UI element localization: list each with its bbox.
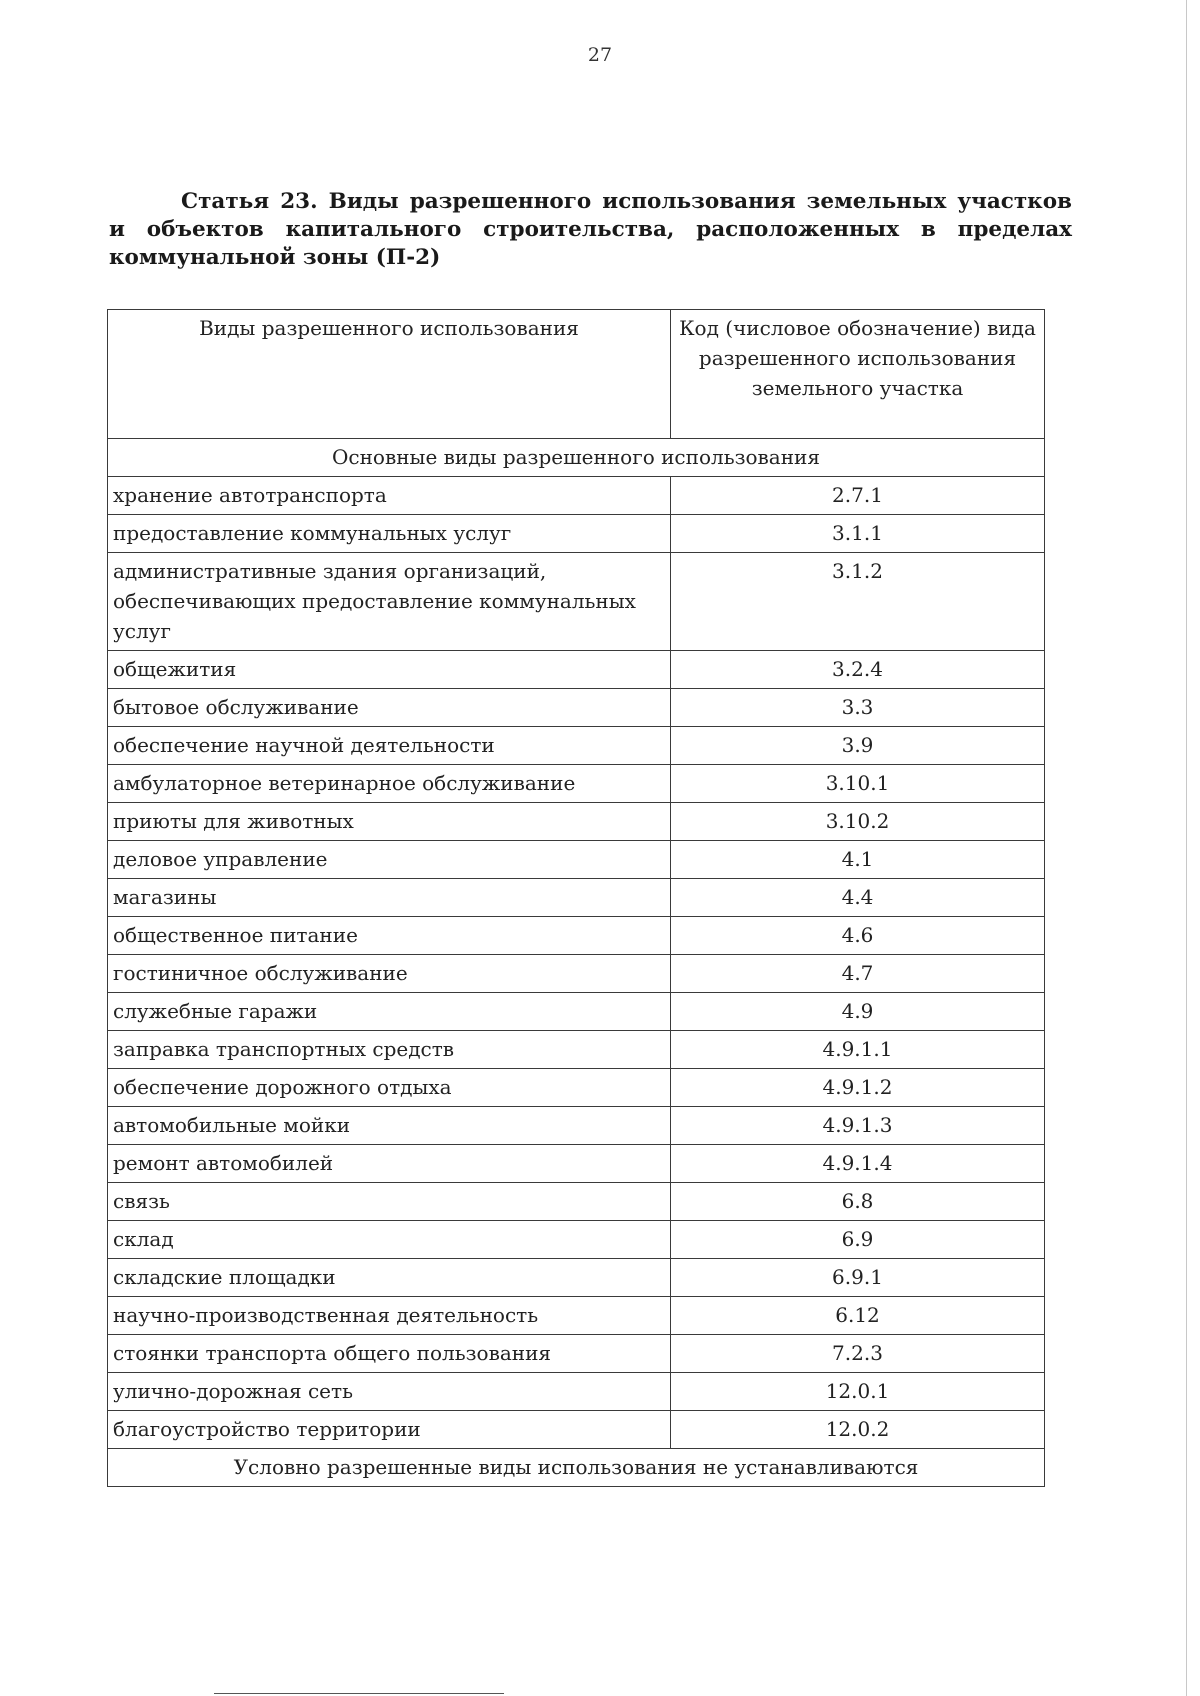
header-use-type: Виды разрешенного использования	[108, 310, 671, 439]
row-code: 3.3	[671, 689, 1045, 727]
footnote-separator	[214, 1693, 504, 1694]
table-header-row	[108, 310, 1045, 439]
row-code: 6.12	[671, 1297, 1045, 1335]
table-row	[108, 1069, 1045, 1107]
section-main-uses: Основные виды разрешенного использования	[108, 439, 1045, 477]
row-code: 2.7.1	[671, 477, 1045, 515]
table-row	[108, 955, 1045, 993]
table-row	[108, 1335, 1045, 1373]
row-use-type: гостиничное обслуживание	[108, 955, 671, 993]
row-code: 3.9	[671, 727, 1045, 765]
table-body	[108, 439, 1045, 1487]
row-code: 4.6	[671, 917, 1045, 955]
row-use-type: хранение автотранспорта	[108, 477, 671, 515]
row-code: 12.0.1	[671, 1373, 1045, 1411]
row-use-type: общежития	[108, 651, 671, 689]
row-use-type: заправка транспортных средств	[108, 1031, 671, 1069]
table-row	[108, 1183, 1045, 1221]
table-row	[108, 1259, 1045, 1297]
table-row	[108, 689, 1045, 727]
table-row	[108, 879, 1045, 917]
row-code: 3.1.2	[671, 553, 1045, 651]
table-row	[108, 1411, 1045, 1449]
table-row	[108, 651, 1045, 689]
section-row-main	[108, 439, 1045, 477]
row-code: 6.9	[671, 1221, 1045, 1259]
row-use-type: административные здания организаций, обеспечивающих предоставление коммунальных услуг	[108, 553, 671, 651]
page-number: 27	[587, 44, 613, 66]
row-use-type: связь	[108, 1183, 671, 1221]
table-row	[108, 1145, 1045, 1183]
table-row	[108, 553, 1045, 651]
row-use-type: стоянки транспорта общего пользования	[108, 1335, 671, 1373]
row-use-type: благоустройство территории	[108, 1411, 671, 1449]
row-use-type: склад	[108, 1221, 671, 1259]
row-code: 6.8	[671, 1183, 1045, 1221]
row-code: 4.4	[671, 879, 1045, 917]
table-row	[108, 727, 1045, 765]
row-code: 7.2.3	[671, 1335, 1045, 1373]
row-use-type: обеспечение дорожного отдыха	[108, 1069, 671, 1107]
table-row	[108, 1107, 1045, 1145]
row-use-type: предоставление коммунальных услуг	[108, 515, 671, 553]
row-code: 4.9.1.1	[671, 1031, 1045, 1069]
row-use-type: бытовое обслуживание	[108, 689, 671, 727]
section-conditional-uses: Условно разрешенные виды использования не устанавливаются	[108, 1449, 1045, 1487]
row-code: 3.2.4	[671, 651, 1045, 689]
section-row-conditional	[108, 1449, 1045, 1487]
table-row	[108, 765, 1045, 803]
row-use-type: ремонт автомобилей	[108, 1145, 671, 1183]
table-row	[108, 803, 1045, 841]
row-use-type: научно-производственная деятельность	[108, 1297, 671, 1335]
row-code: 4.9.1.4	[671, 1145, 1045, 1183]
row-code: 3.10.1	[671, 765, 1045, 803]
scan-edge-line	[1186, 0, 1187, 1696]
row-use-type: служебные гаражи	[108, 993, 671, 1031]
table-row	[108, 515, 1045, 553]
row-code: 3.1.1	[671, 515, 1045, 553]
row-code: 12.0.2	[671, 1411, 1045, 1449]
table-row	[108, 1221, 1045, 1259]
table-row	[108, 1373, 1045, 1411]
table-row	[108, 917, 1045, 955]
table-row	[108, 1297, 1045, 1335]
row-use-type: деловое управление	[108, 841, 671, 879]
row-use-type: автомобильные мойки	[108, 1107, 671, 1145]
table-row	[108, 841, 1045, 879]
row-use-type: общественное питание	[108, 917, 671, 955]
table-row	[108, 993, 1045, 1031]
article-title: Статья 23. Виды разрешенного использования земельных участков и объектов капитального строительства, расположенных в пределах коммунальной зоны (П-2)	[109, 189, 1072, 270]
land-use-table	[107, 309, 1045, 1487]
row-code: 4.7	[671, 955, 1045, 993]
row-code: 4.9.1.2	[671, 1069, 1045, 1107]
row-code: 4.9.1.3	[671, 1107, 1045, 1145]
row-use-type: амбулаторное ветеринарное обслуживание	[108, 765, 671, 803]
table-row	[108, 477, 1045, 515]
row-code: 3.10.2	[671, 803, 1045, 841]
row-use-type: приюты для животных	[108, 803, 671, 841]
row-use-type: улично-дорожная сеть	[108, 1373, 671, 1411]
table-row	[108, 1031, 1045, 1069]
row-use-type: обеспечение научной деятельности	[108, 727, 671, 765]
header-code: Код (числовое обозначение) вида разрешенного использования земельного участка	[671, 310, 1045, 439]
row-code: 4.1	[671, 841, 1045, 879]
row-code: 6.9.1	[671, 1259, 1045, 1297]
row-use-type: магазины	[108, 879, 671, 917]
row-use-type: складские площадки	[108, 1259, 671, 1297]
row-code: 4.9	[671, 993, 1045, 1031]
